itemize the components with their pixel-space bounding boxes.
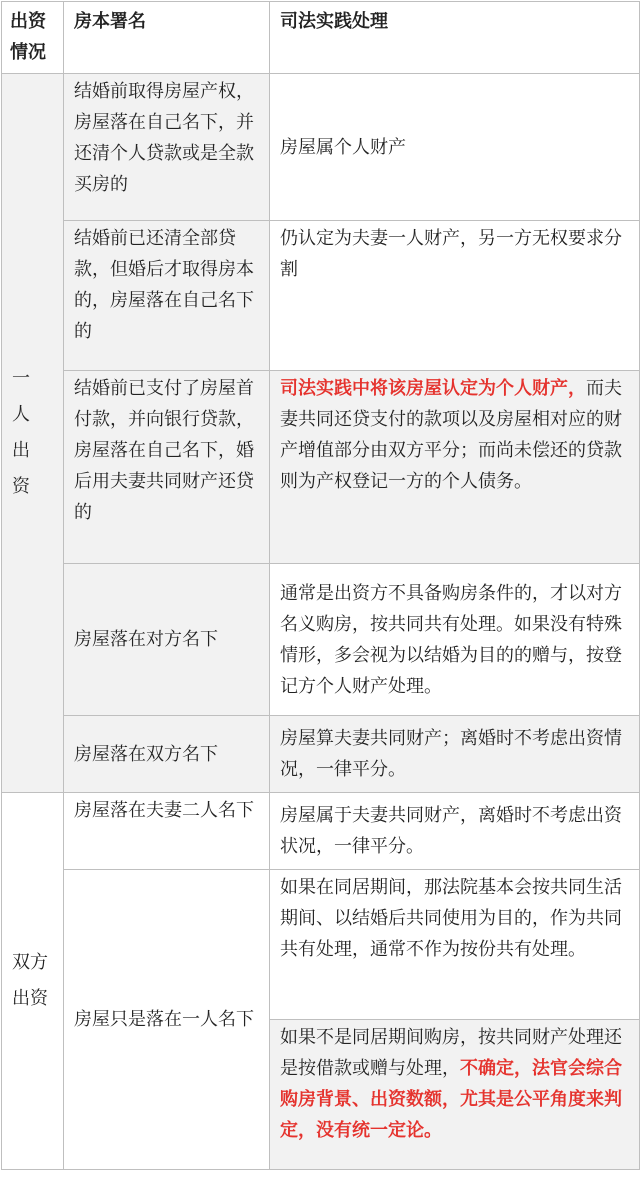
practice-cell: 仍认定为夫妻一人财产，另一方无权要求分割: [270, 221, 640, 371]
deed-cell: 房屋落在双方名下: [64, 716, 270, 793]
practice-text: 如果不是同居期间购房，按共同财产处理还是按借款或赠与处理，: [280, 1027, 622, 1079]
header-title-deed: 房本署名: [64, 2, 270, 74]
deed-cell: 结婚前取得房屋产权，房屋落在自己名下，并还清个人贷款或是全款买房的: [64, 74, 270, 221]
practice-highlight: 司法实践中将该房屋认定为个人财产，: [280, 378, 586, 399]
table-row: [2, 793, 640, 870]
group-label-single: [2, 74, 64, 793]
deed-cell: 房屋落在夫妻二人名下: [64, 793, 270, 870]
property-table: [1, 1, 640, 1170]
table-row: [2, 74, 640, 221]
group-label-text: 一人出资: [12, 368, 30, 497]
table-header-row: [2, 2, 640, 74]
group-label-both: [2, 793, 64, 1170]
table-row: [2, 371, 640, 564]
practice-text: 而夫妻共同还贷支付的款项以及房屋相对应的财产增值部分由双方平分；而尚未偿还的贷款则为产权登记一方的个人债务。: [280, 378, 622, 492]
deed-cell: 结婚前已支付了房屋首付款，并向银行贷款，房屋落在自己名下，婚后用夫妻共同财产还贷的: [64, 371, 270, 564]
deed-cell: 房屋落在对方名下: [64, 564, 270, 716]
practice-cell: 如果在同居期间，那法院基本会按共同生活期间、以结婚后共同使用为目的，作为共同共有处理，通常不作为按份共有处理。: [270, 870, 640, 1020]
table-row: [2, 221, 640, 371]
table-row: [2, 870, 640, 1020]
header-contribution: 出资情况: [2, 2, 64, 74]
deed-cell: 结婚前已还清全部贷款，但婚后才取得房本的，房屋落在自己名下的: [64, 221, 270, 371]
practice-highlight: 不确定，法官会综合购房背景、出资数额，尤其是公平角度来判定，没有统一定论。: [280, 1058, 622, 1141]
table-row: [2, 716, 640, 793]
practice-cell: [270, 371, 640, 564]
deed-cell: 房屋只是落在一人名下: [64, 870, 270, 1170]
practice-cell: 房屋属于夫妻共同财产，离婚时不考虑出资状况，一律平分。: [270, 793, 640, 870]
practice-cell: 房屋属个人财产: [270, 74, 640, 221]
practice-cell: 通常是出资方不具备购房条件的，才以对方名义购房，按共同共有处理。如果没有特殊情形，多会视为以结婚为目的的赠与，按登记方个人财产处理。: [270, 564, 640, 716]
header-judicial-practice: 司法实践处理: [270, 2, 640, 74]
practice-cell: [270, 1020, 640, 1170]
group-label-text: 双方出资: [12, 952, 48, 1009]
table-row: [2, 564, 640, 716]
practice-cell: 房屋算夫妻共同财产；离婚时不考虑出资情况，一律平分。: [270, 716, 640, 793]
